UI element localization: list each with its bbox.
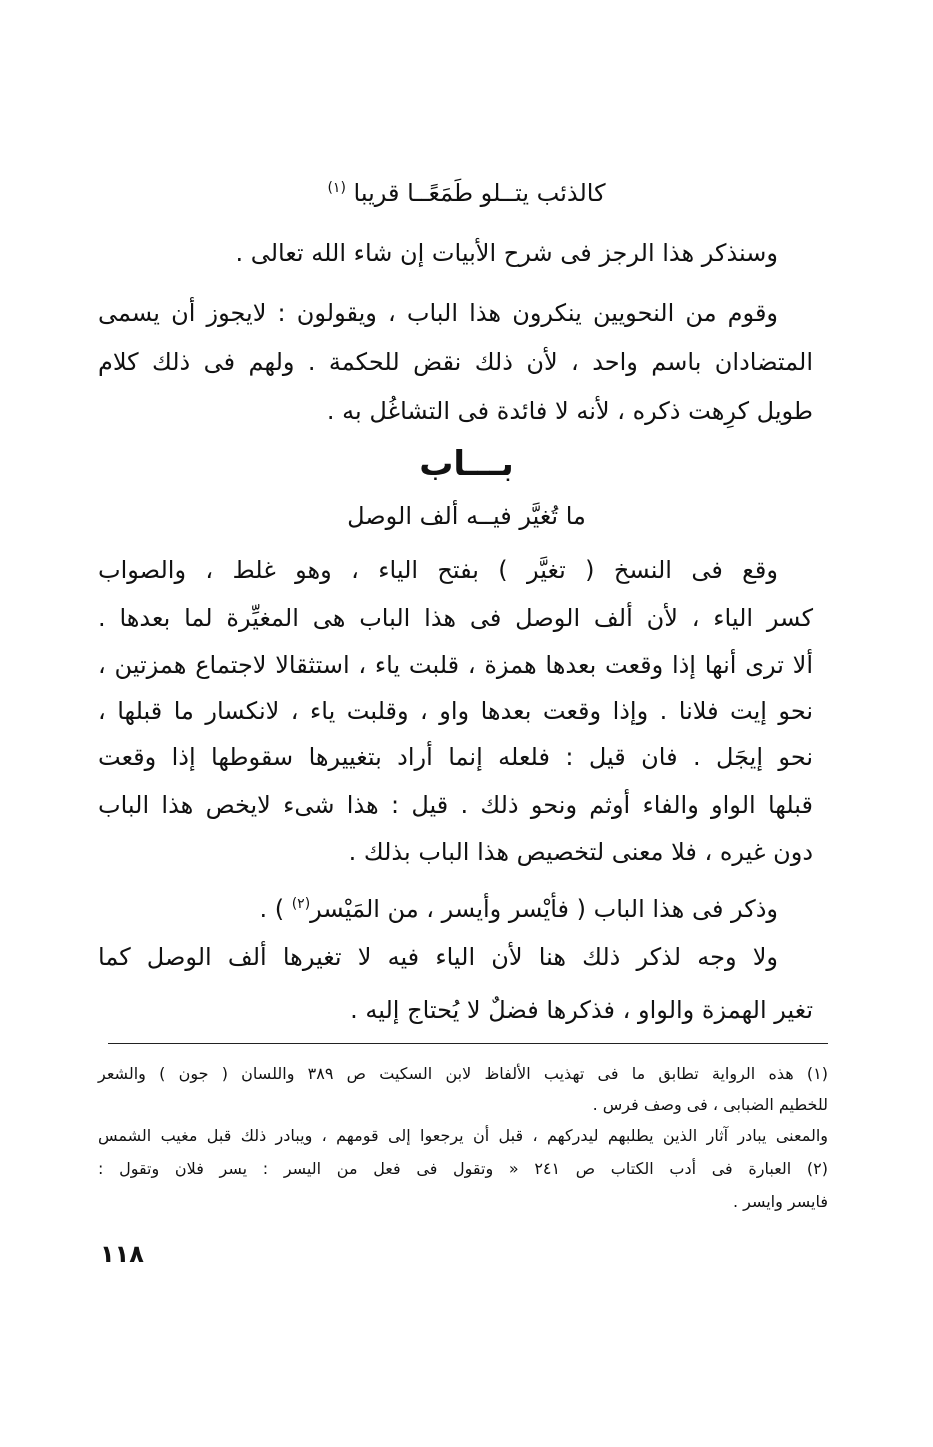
footnote-line: للخطيم الضبابى ، فى وصف فرس . <box>592 1095 828 1114</box>
paragraph-line: تغير الهمزة والواو ، فذكرها فضلٌ لا يُحتاج إليه . <box>350 996 813 1024</box>
paragraph-text: وذكر فى هذا الباب ( فأيْسر وأيسر ، من المَيْسر <box>310 895 778 923</box>
footnote-separator <box>108 1043 828 1044</box>
footnote-marker: (٢) <box>291 896 311 912</box>
page-number: ١١٨ <box>100 1240 144 1268</box>
footnote-line: فايسر وايسر . <box>732 1192 828 1211</box>
paragraph-line: وقع فى النسخ ( تغيَّر ) بفتح الياء ، وهو غلط ، والصواب <box>98 556 778 584</box>
section-subheading: ما تُغيَّر فيــه ألف الوصل <box>347 502 586 530</box>
paragraph-line: كسر الياء ، لأن ألف الوصل فى هذا الباب هى المغيِّرة لما بعدها . <box>98 604 813 632</box>
paragraph-line: قبلها الواو والفاء أوثم ونحو ذلك . قيل : هذا شىء لايخص هذا الباب <box>98 791 813 819</box>
paragraph-line: ألا ترى أنها إذا وقعت بعدها همزة ، قلبت ياء ، استثقالا لاجتماع همزتين ، <box>98 651 813 679</box>
paragraph-line: المتضادان باسم واحد ، لأن ذلك نقض للحكمة . ولهم فى ذلك كلام <box>98 348 813 376</box>
footnote-line: والمعنى يبادر آثار الذين يطلبهم ليدركهم ، قبل أن يرجعوا إلى قومهم ، ويبادر ذلك قبل مغيب الشمس <box>98 1126 828 1145</box>
paragraph-line: وقوم من النحويين ينكرون هذا الباب ، ويقولون : لايجوز أن يسمى <box>98 299 778 327</box>
paragraph-line: نحو إيجَل . فان قيل : فلعله إنما أراد بتغييرها سقوطها إذا وقعت <box>98 743 813 771</box>
paragraph-line: دون غيره ، فلا معنى لتخصيص هذا الباب بذلك . <box>348 838 813 866</box>
verse-line <box>0 176 933 210</box>
paragraph-text-end: ) . <box>259 895 285 923</box>
verse-text: كالذئب يتــلو طَمَعًــا قريبا <box>353 179 606 207</box>
paragraph-line <box>98 892 778 926</box>
paragraph-line: طويل كرِهت ذكره ، لأنه لا فائدة فى التشاغُل به . <box>326 397 813 425</box>
verse-footnote-marker: (١) <box>327 180 346 196</box>
footnote-line: (٢) العبارة فى أدب الكتاب ص ٢٤١ « وتقول فى فعل من اليسر : يسر فلان وتقول : <box>98 1159 828 1178</box>
paragraph-line: نحو إيت فلانا . وإذا وقعت بعدها واو ، وقلبت ياء ، لانكسار ما قبلها ، <box>98 697 813 725</box>
section-heading: بـــاب <box>419 444 514 484</box>
paragraph-line: ولا وجه لذكر ذلك هنا لأن الياء فيه لا تغيرها ألف الوصل كما <box>98 943 778 971</box>
footnote-line: (١) هذه الرواية تطابق ما فى تهذيب الألفاظ لابن السكيت ص ٣٨٩ واللسان ( جون ) والشعر <box>98 1064 829 1083</box>
paragraph-line: وسنذكر هذا الرجز فى شرح الأبيات إن شاء الله تعالى . <box>235 239 778 267</box>
